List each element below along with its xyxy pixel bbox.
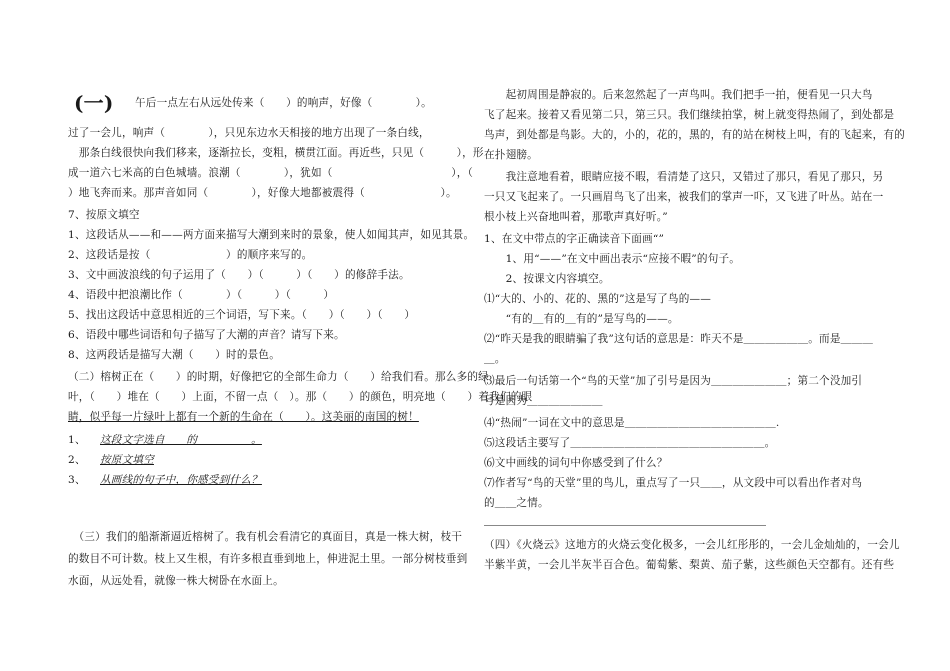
section-divider xyxy=(484,525,766,526)
passage-line: 那条白线很快向我们移来，逐渐拉长，变粗，横贯江面。再近些，只见（ ），形 xyxy=(68,147,484,159)
passage-line: ）地飞奔而来。那声音如同（ ），好像大地都被震得（ ）。 xyxy=(68,187,457,199)
passage-line-underlined: 睛，似乎每一片绿叶上都有一个新的生命在（ ）。这美丽的南国的树！ xyxy=(68,411,419,423)
question-item: 的＿＿之情。 xyxy=(484,497,549,509)
passage-line: 鸟声，到处都是鸟影。大的，小的，花的，黑的，有的站在树枝上叫，有的飞起来，有的 xyxy=(484,129,905,141)
question-item: 5、找出这段话中意思相近的三个词语，写下来。（ ）（ ）（ ） xyxy=(68,309,416,321)
question-item: 8、这两段话是描写大潮（ ）时的景色。 xyxy=(68,349,281,361)
passage-line: 半紫半黄，一会儿半灰半百合色。葡萄紫、梨黄、茄子紫，这些颜色天空都有。还有些 xyxy=(484,559,895,571)
question-heading: 7、按原文填空 xyxy=(68,209,140,221)
question-text: 按原文填空 xyxy=(100,454,154,466)
passage-line: 起初周围是静寂的。后来忽然起了一声鸟叫。我们把手一拍，便看见一只大鸟 xyxy=(484,89,873,101)
question-text: 这段文字选自 的 。 xyxy=(100,434,262,446)
passage-line: 在扑翅膀。 xyxy=(484,149,538,161)
passage-line: （二）榕树正在（ ）的时期，好像把它的全部生命力（ ）给我们看。那么多的绿 xyxy=(68,371,489,383)
question-item: ⑴“大的、小的、花的、黑的”这是写了鸟的—— xyxy=(484,293,712,305)
question-item: ⑷“热闹”一词在文中的意思是＿＿＿＿＿＿＿＿＿＿＿＿＿＿. xyxy=(484,417,780,429)
passage-line: 午后一点左右从远处传来（ ）的响声，好像（ ）。 xyxy=(135,97,432,109)
passage-line: 一只又飞起来了。一只画眉鸟飞了出来，被我们的掌声一吓，又飞进了叶丛。站在一 xyxy=(484,191,884,203)
passage-line: 叶，（ ）堆在（ ）上面，不留一点（ ）。那（ ）的颜色，明亮地（ ）着我们的眼 xyxy=(68,391,533,403)
passage-line: 我注意地看着，眼睛应接不暇，看清楚了这只，又错过了那只，看见了那只，另 xyxy=(484,171,884,183)
question-item: 2、按课文内容填空。 xyxy=(484,273,610,285)
passage-line: 成一道六七米高的白色城墙。浪潮（ ），犹如（ ），（ xyxy=(68,167,474,179)
question-item: 1、用“——”在文中画出表示“应接不暇”的句子。 xyxy=(484,253,741,265)
question-item: ⑹文中画线的词句中你感受到了什么？ xyxy=(484,457,668,469)
question-number: 2、 xyxy=(68,454,86,466)
question-item: ⑸这段话主要写了＿＿＿＿＿＿＿＿＿＿＿＿＿＿＿＿＿＿。 xyxy=(484,437,776,449)
question-item: 4、语段中把浪潮比作（ ）（ ）（ ） xyxy=(68,289,335,301)
passage-line: 水面，从远处看，就像一株大树卧在水面上。 xyxy=(68,575,284,587)
question-item: ⑵“昨天是我的眼睛骗了我”这句话的意思是：昨天不是＿＿＿＿＿＿。而是＿＿＿ xyxy=(484,333,874,345)
question-item: ⑺作者写“鸟的天堂”里的鸟儿，重点写了一只＿＿，从文段中可以看出作者对鸟 xyxy=(484,477,863,489)
question-item: 2、这段话是按（ ）的顺序来写的。 xyxy=(68,249,313,261)
passage-line: 飞了起来。接着又看见第二只，第三只。我们继续拍掌，树上就变得热闹了，到处都是 xyxy=(484,109,895,121)
question-item: “有的＿有的＿有的”是写鸟的——。 xyxy=(484,313,679,325)
passage-line: 的数目不可计数。枝上又生根，有许多根直垂到地上，伸进泥土里。一部分树枝垂到 xyxy=(68,553,468,565)
passage-line: （三）我们的船渐渐逼近榕树了。我有机会看清它的真面目，真是一株大树，枝干 xyxy=(68,531,463,543)
question-item: ⑶最后一句话第一个“鸟的天堂”加了引号是因为＿＿＿＿＿＿＿；第二个没加引 xyxy=(484,375,863,387)
question-number: 3、 xyxy=(68,474,86,486)
passage-line: 过了一会儿，响声（ ），只见东边水天相接的地方出现了一条白线， xyxy=(68,127,430,139)
section-one-marker: (一) xyxy=(74,91,114,115)
question-item: 1、在文中带点的字正确读音下面画“” xyxy=(484,233,665,245)
question-item: 3、文中画波浪线的句子运用了（ ）（ ）（ ）的修辞手法。 xyxy=(68,269,410,281)
passage-line: （四）《火烧云》这地方的火烧云变化极多，一会儿红彤彤的，一会儿金灿灿的，一会儿 xyxy=(484,539,900,551)
question-item: 1、这段话从——和——两方面来描写大潮到来时的景象，使人如闻其声，如见其景。 xyxy=(68,229,475,241)
question-item: 6、语段中哪些词语和句子描写了大潮的声音？请写下来。 xyxy=(68,329,345,341)
question-number: 1、 xyxy=(68,434,86,446)
question-text: 从画线的句子中，你感受到什么？ xyxy=(100,474,262,486)
passage-line: 根小枝上兴奋地叫着，那歌声真好听。” xyxy=(484,211,668,223)
question-item: ＿。 xyxy=(484,353,506,365)
question-item: 号是因为＿＿＿＿＿＿＿ xyxy=(484,395,603,407)
